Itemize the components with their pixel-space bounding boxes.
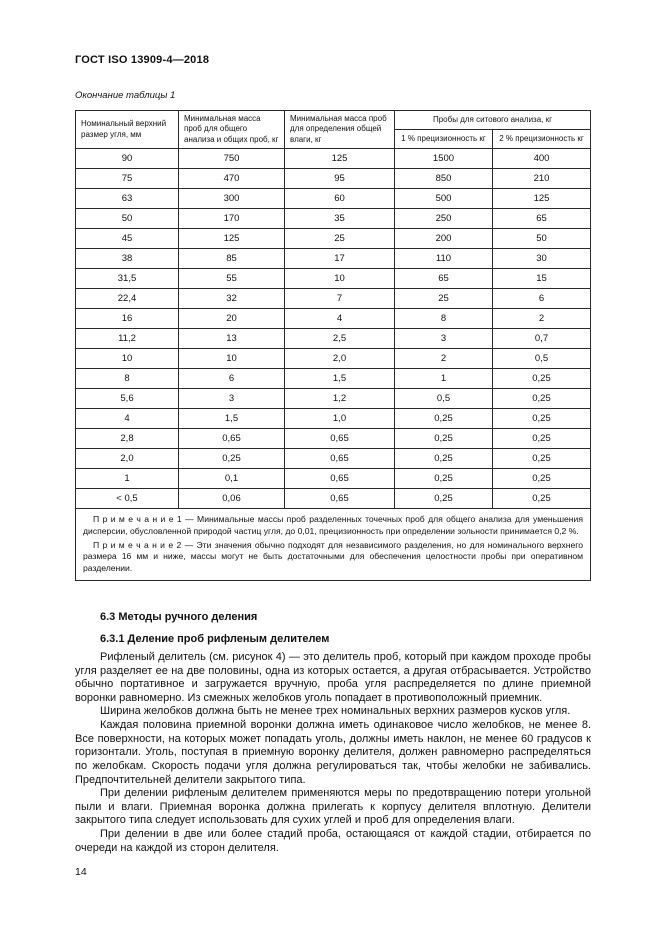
table-cell: 750 <box>179 149 285 169</box>
table-cell: 0,65 <box>285 429 395 449</box>
table-cell: < 0,5 <box>76 489 179 509</box>
table-cell: 10 <box>179 349 285 369</box>
page-content <box>75 54 591 855</box>
col-header-precision-2: 2 % прецизионность кг <box>493 130 591 149</box>
table-cell: 3 <box>179 389 285 409</box>
col-header-moisture-mass: Минимальная масса проб для определения общей влаги, кг <box>285 111 395 149</box>
table-cell: 1500 <box>395 149 493 169</box>
table-cell: 10 <box>76 349 179 369</box>
table-cell: 2 <box>395 349 493 369</box>
table-cell: 850 <box>395 169 493 189</box>
table-row <box>76 369 591 389</box>
table-cell: 125 <box>285 149 395 169</box>
col-header-precision-1: 1 % прецизионность кг <box>395 130 493 149</box>
table-cell: 35 <box>285 209 395 229</box>
section-title-6-3: 6.3 Методы ручного деления <box>100 610 258 623</box>
table-cell: 1,2 <box>285 389 395 409</box>
table-cell: 0,65 <box>285 469 395 489</box>
table-cell: 2,8 <box>76 429 179 449</box>
table-row <box>76 469 591 489</box>
table-row <box>76 429 591 449</box>
table-cell: 75 <box>76 169 179 189</box>
table-note-2: П р и м е ч а н и е 2 — Эти значения обычно подходят для независимого разделения, но для номинального верхнего размера 16 мм и ниже, массы могут не быть достаточными для обеспечения целостности пробы при оперативном разделении. <box>83 539 584 573</box>
table-row <box>76 409 591 429</box>
table-cell: 6 <box>493 289 591 309</box>
paragraph: При делении рифленым делителем применяются меры по предотвращению потери угольной пыли и влаги. Приемная воронка должна прилегать к корпусу делителя вплотную. Делители закрытого типа следует использовать для сухих углей и проб для определения влаги. <box>75 787 591 827</box>
table-cell: 60 <box>285 189 395 209</box>
table-cell: 1 <box>395 369 493 389</box>
table-cell: 90 <box>76 149 179 169</box>
table-cell: 3 <box>395 329 493 349</box>
table-cell: 11,2 <box>76 329 179 349</box>
table-row <box>76 349 591 369</box>
table-cell: 0,25 <box>493 449 591 469</box>
table-cell: 8 <box>395 309 493 329</box>
table-cell: 30 <box>493 249 591 269</box>
table-cell: 0,06 <box>179 489 285 509</box>
col-header-general-analysis-mass: Минимальная масса проб для общего анализа и общих проб, кг <box>179 111 285 149</box>
body-text <box>75 651 591 855</box>
table-cell: 125 <box>179 229 285 249</box>
table-cell: 2,0 <box>285 349 395 369</box>
table-cell: 5,6 <box>76 389 179 409</box>
page-number: 14 <box>75 866 87 878</box>
table-cell: 125 <box>493 189 591 209</box>
col-header-nominal-size: Номинальный верхний размер угля, мм <box>76 111 179 149</box>
table-cell: 250 <box>395 209 493 229</box>
table-cell: 0,5 <box>493 349 591 369</box>
table-cell: 55 <box>179 269 285 289</box>
table-cell: 0,25 <box>395 449 493 469</box>
table-note-1: П р и м е ч а н и е 1 — Минимальные массы проб разделенных точечных проб для общего анализа для уменьшения дисперсии, обусловленной природой частиц угля, до 0,01, прецизионность при определении зольности принимается 0,2 %. <box>83 514 584 536</box>
table-cell: 15 <box>493 269 591 289</box>
table-cell: 0,65 <box>285 489 395 509</box>
table-cell: 1,5 <box>179 409 285 429</box>
table-cell: 470 <box>179 169 285 189</box>
table-cell: 25 <box>285 229 395 249</box>
table-row <box>76 449 591 469</box>
table-row <box>76 309 591 329</box>
table-cell: 0,25 <box>493 389 591 409</box>
table-cell: 300 <box>179 189 285 209</box>
table-cell: 0,25 <box>395 429 493 449</box>
table-cell: 200 <box>395 229 493 249</box>
table-cell: 0,1 <box>179 469 285 489</box>
table-cell: 17 <box>285 249 395 269</box>
table-cell: 0,25 <box>395 469 493 489</box>
table-cell: 16 <box>76 309 179 329</box>
sample-mass-table <box>75 110 591 581</box>
table-row <box>76 389 591 409</box>
table-cell: 1,5 <box>285 369 395 389</box>
table-cell: 0,25 <box>493 429 591 449</box>
table-footer <box>76 509 591 581</box>
table-header <box>76 111 591 149</box>
table-cell: 110 <box>395 249 493 269</box>
table-cell: 8 <box>76 369 179 389</box>
table-row <box>76 209 591 229</box>
table-cell: 2,5 <box>285 329 395 349</box>
table-cell: 95 <box>285 169 395 189</box>
table-caption: Окончание таблицы 1 <box>75 90 176 101</box>
table-cell: 0,65 <box>285 449 395 469</box>
table-cell: 400 <box>493 149 591 169</box>
table-cell: 13 <box>179 329 285 349</box>
table-cell: 65 <box>493 209 591 229</box>
table-cell: 6 <box>179 369 285 389</box>
table-cell: 45 <box>76 229 179 249</box>
table-cell: 65 <box>395 269 493 289</box>
table-cell: 22,4 <box>76 289 179 309</box>
table-cell: 0,25 <box>179 449 285 469</box>
table-cell: 0,25 <box>395 409 493 429</box>
table-cell: 50 <box>76 209 179 229</box>
table-cell: 500 <box>395 189 493 209</box>
col-header-sieve-group: Пробы для ситового анализа, кг <box>395 111 591 130</box>
paragraph: Рифленый делитель (см. рисунок 4) — это делитель проб, который при каждом проходе пробы угля разделяет ее на две половины, одна из которых остается, а другая отбрасывается. Устройство обычно портативное и загружается вручную, проба угля распределяется по длине приемной воронки равномерно. Из смежных желобков уголь попадает в противоположный приемник. <box>75 650 591 704</box>
table-cell: 0,25 <box>493 489 591 509</box>
table-row <box>76 169 591 189</box>
table-body <box>76 149 591 509</box>
section-title-6-3-1: 6.3.1 Деление проб рифленым делителем <box>100 632 330 645</box>
table-cell: 0,25 <box>395 489 493 509</box>
table-row <box>76 189 591 209</box>
table-cell: 0,65 <box>179 429 285 449</box>
table-cell: 32 <box>179 289 285 309</box>
table-row <box>76 229 591 249</box>
document-header: ГОСТ ISO 13909-4—2018 <box>75 54 210 66</box>
paragraph: Каждая половина приемной воронки должна иметь одинаковое число желобков, не менее 8. Все поверхности, на которых может попадать уголь, должны иметь наклон, не менее 60 градусов к горизонтали. Уголь, поступая в приемную воронку делителя, должен равномерно распределяться по желобкам. Скорость подачи угля должна регулироваться так, чтобы желобки не забивались. Предпочтительней делители закрытого типа. <box>75 719 591 786</box>
table-cell: 0,25 <box>493 369 591 389</box>
table-row <box>76 149 591 169</box>
table-cell: 4 <box>285 309 395 329</box>
table-cell: 0,25 <box>493 469 591 489</box>
table-notes <box>76 509 591 581</box>
table-cell: 63 <box>76 189 179 209</box>
table-cell: 4 <box>76 409 179 429</box>
table-cell: 31,5 <box>76 269 179 289</box>
table-cell: 38 <box>76 249 179 269</box>
table-row <box>76 269 591 289</box>
table-cell: 0,25 <box>493 409 591 429</box>
table-cell: 25 <box>395 289 493 309</box>
table-cell: 0,7 <box>493 329 591 349</box>
table-cell: 2 <box>493 309 591 329</box>
table-cell: 210 <box>493 169 591 189</box>
table-row <box>76 289 591 309</box>
table-cell: 20 <box>179 309 285 329</box>
table-cell: 1 <box>76 469 179 489</box>
paragraph: Ширина желобков должна быть не менее трех номинальных верхних размеров кусков угля. <box>100 705 571 718</box>
table-row <box>76 249 591 269</box>
paragraph: При делении в две или более стадий проба, остающаяся от каждой стадии, отбирается по очереди на каждой из сторон делителя. <box>75 828 591 854</box>
table-cell: 50 <box>493 229 591 249</box>
table-cell: 1,0 <box>285 409 395 429</box>
table-cell: 2,0 <box>76 449 179 469</box>
table-row <box>76 329 591 349</box>
table-cell: 7 <box>285 289 395 309</box>
table-row <box>76 489 591 509</box>
table-cell: 170 <box>179 209 285 229</box>
table-cell: 85 <box>179 249 285 269</box>
table-cell: 10 <box>285 269 395 289</box>
table-cell: 0,5 <box>395 389 493 409</box>
